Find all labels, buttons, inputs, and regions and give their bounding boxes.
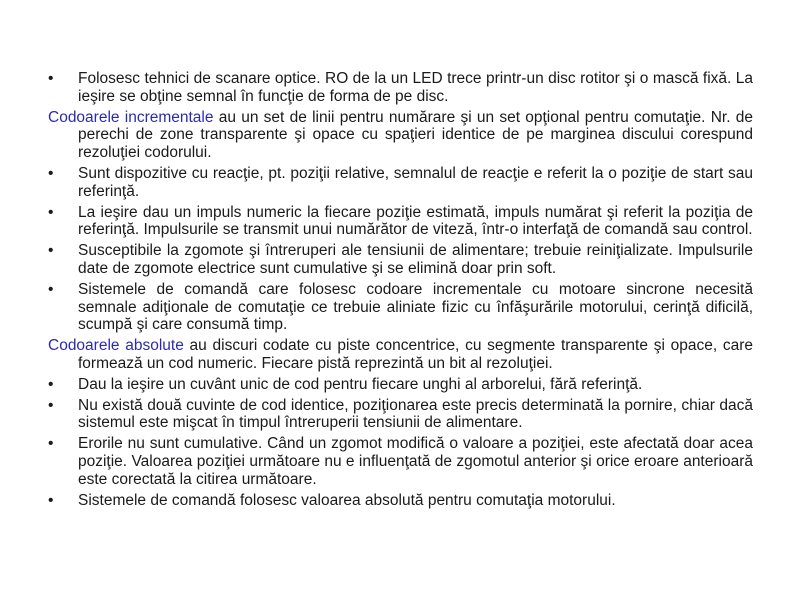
keyword-absolute: Codoarele absolute (48, 337, 184, 355)
bullet-text: Sistemele de comandă care folosesc codoare incrementale cu motoare sincrone necesită semnale adiţionale de comutaţie ce trebuie aliniate fizic cu înfăşurările motorului, cerinţă dificilă, scumpă şi care consumă timp. (78, 280, 753, 334)
bullet-text: La ieşire dau un impuls numeric la fiecare poziţie estimată, impuls numărat şi referit la poziţia de referinţă. Impulsurile se transmit unui numărător de viteză, într-o interfaţă de comandă sau control. (78, 203, 753, 239)
bullet-icon: • (48, 164, 54, 182)
bullet-icon: • (48, 396, 54, 414)
bullet-item (48, 492, 753, 510)
bullet-text: Folosesc tehnici de scanare optice. RO de la un LED trece printr-un disc rotitor şi o mască fixă. La ieşire se obţine semnal în funcţie de forma de pe disc. (78, 70, 753, 105)
slide-content (48, 70, 753, 512)
bullet-icon: • (48, 203, 54, 221)
bullet-icon: • (48, 242, 54, 260)
section-text: au discuri codate cu piste concentrice, cu segmente transparente şi opace, care formează un cod numeric. Fiecare pistă reprezintă un bit al rezoluţiei. (78, 337, 753, 372)
bullet-icon: • (48, 375, 54, 393)
bullet-item (48, 435, 753, 488)
bullet-text: Sunt dispozitive cu reacţie, pt. poziţii relative, semnalul de reacţie e referit la o poziţie de start sau referinţă. (78, 164, 753, 200)
bullet-text: Nu există două cuvinte de cod identice, poziţionarea este precis determinată la pornire, chiar dacă sistemul este mişcat în timpul întreruperii tensiunii de alimentare. (78, 396, 753, 432)
keyword-incremental: Codoarele incrementale (48, 108, 214, 126)
bullet-item (48, 204, 753, 240)
bullet-icon: • (48, 491, 54, 509)
bullet-icon: • (48, 435, 54, 453)
bullet-icon: • (48, 70, 54, 87)
bullet-item (48, 242, 753, 278)
bullet-text: Sistemele de comandă folosesc valoarea absolută pentru comutaţia motorului. (78, 491, 616, 509)
bullet-item (48, 165, 753, 201)
section-paragraph-incremental (48, 109, 753, 162)
bullet-item (48, 376, 753, 394)
section-text: au un set de linii pentru numărare şi un set opţional pentru comutaţie. Nr. de perechi de zone transparente şi opace cu spaţieri identice de pe marginea discului corespund rezoluţiei codorului. (78, 108, 753, 162)
bullet-text: Susceptibile la zgomote şi întreruperi ale tensiunii de alimentare; trebuie reiniţializate. Impulsurile date de zgomote electrice sunt cumulative şi se elimină doar prin soft. (78, 242, 753, 277)
bullet-item (48, 70, 753, 106)
bullet-item (48, 397, 753, 433)
bullet-icon: • (48, 280, 54, 298)
section-paragraph-absolute (48, 337, 753, 373)
bullet-item (48, 281, 753, 334)
bullet-text: Erorile nu sunt cumulative. Când un zgomot modifică o valoare a poziţiei, este afectată doar acea poziţie. Valoarea poziţiei următoare nu e influenţată de zgomotul anterior şi orice eroare anterioară este corectată la citirea următoare. (78, 435, 753, 488)
bullet-text: Dau la ieşire un cuvânt unic de cod pentru fiecare unghi al arborelui, fără referinţă. (78, 375, 643, 393)
